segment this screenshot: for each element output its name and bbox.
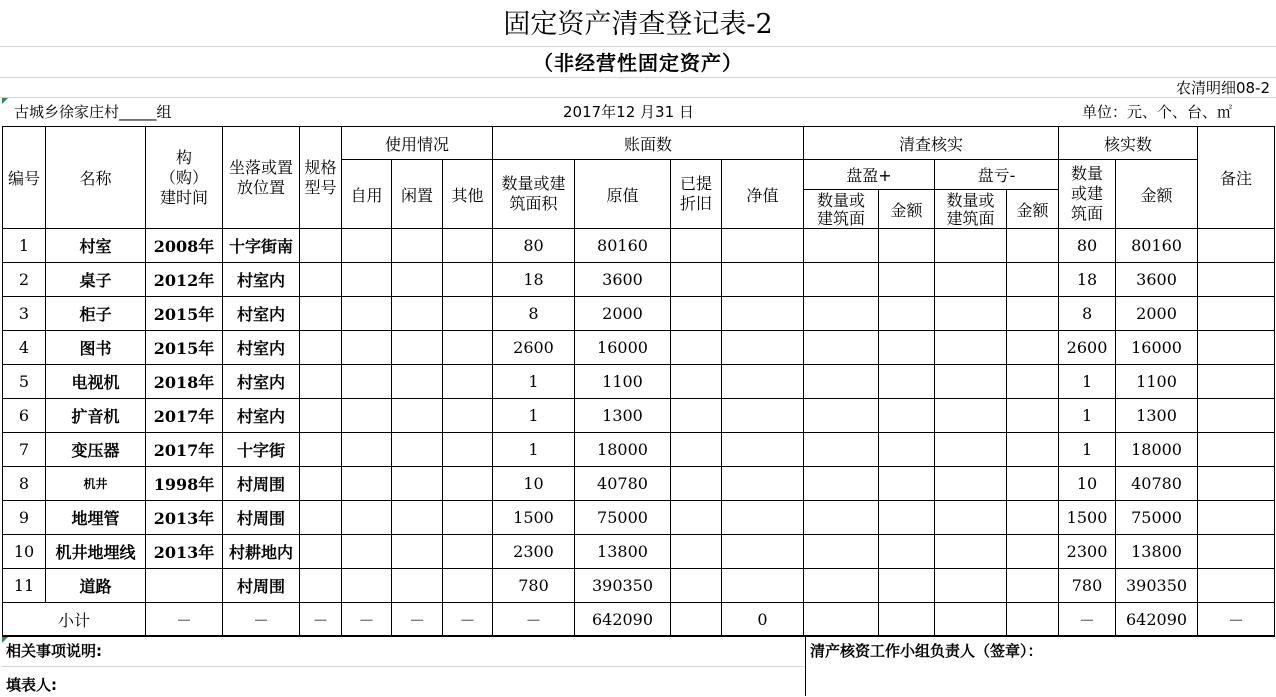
subtotal-dash: －	[146, 603, 223, 637]
row-loss-qty	[935, 229, 1007, 263]
row-name: 桌子	[46, 263, 146, 297]
row-usage-other	[443, 331, 493, 365]
row-usage-other	[443, 399, 493, 433]
row-loss-amt	[1007, 297, 1059, 331]
row-surplus-amt	[879, 331, 935, 365]
row-book-orig: 40780	[575, 467, 671, 501]
table-row	[3, 229, 1275, 263]
row-loss-qty	[935, 569, 1007, 603]
row-verified-amt: 75000	[1116, 501, 1198, 535]
row-book-qty: 1500	[493, 501, 575, 535]
row-remark	[1198, 297, 1275, 331]
row-no: 6	[3, 399, 46, 433]
row-loss-qty	[935, 297, 1007, 331]
row-build-year	[146, 569, 223, 603]
row-spec	[300, 263, 342, 297]
row-book-dep	[671, 331, 722, 365]
col-book-net: 净值	[722, 160, 804, 229]
row-book-orig: 1100	[575, 365, 671, 399]
col-book-dep: 已提折旧	[671, 160, 722, 229]
row-usage-self	[342, 229, 392, 263]
row-verified-qty: 8	[1059, 297, 1116, 331]
row-book-qty: 1	[493, 399, 575, 433]
row-loss-amt	[1007, 467, 1059, 501]
row-book-dep	[671, 569, 722, 603]
row-book-net	[722, 229, 804, 263]
row-location: 村周围	[223, 467, 300, 501]
row-location: 村室内	[223, 297, 300, 331]
row-verified-qty: 2300	[1059, 535, 1116, 569]
col-book-orig: 原值	[575, 160, 671, 229]
form-subtitle: （非经营性固定资产）	[533, 51, 743, 75]
row-surplus-qty	[804, 433, 879, 467]
row-usage-self	[342, 467, 392, 501]
subtotal-dash: －	[443, 603, 493, 637]
row-usage-idle	[392, 263, 443, 297]
col-surplus: 盘盈+	[804, 160, 935, 190]
row-remark	[1198, 433, 1275, 467]
row-loss-amt	[1007, 535, 1059, 569]
row-remark	[1198, 467, 1275, 501]
subtotal-dash: －	[1059, 603, 1116, 637]
subtotal-label: 小计	[3, 603, 146, 637]
row-no: 2	[3, 263, 46, 297]
subtotal-dash: －	[1198, 603, 1275, 637]
row-spec	[300, 433, 342, 467]
col-verified: 核实数	[1059, 127, 1198, 160]
table-row	[3, 467, 1275, 501]
row-usage-idle	[392, 297, 443, 331]
row-spec	[300, 535, 342, 569]
row-loss-amt	[1007, 331, 1059, 365]
row-book-qty: 10	[493, 467, 575, 501]
row-loss-qty	[935, 365, 1007, 399]
row-book-orig: 13800	[575, 535, 671, 569]
table-row	[3, 263, 1275, 297]
subtotal-verified-amt: 642090	[1116, 603, 1198, 637]
row-surplus-amt	[879, 433, 935, 467]
village-label: 古城乡徐家庄村_____组	[14, 103, 172, 121]
row-book-dep	[671, 263, 722, 297]
row-usage-idle	[392, 399, 443, 433]
row-usage-idle	[392, 569, 443, 603]
row-usage-self	[342, 399, 392, 433]
row-spec	[300, 569, 342, 603]
row-loss-amt	[1007, 433, 1059, 467]
table-row	[3, 501, 1275, 535]
row-verified-amt: 1300	[1116, 399, 1198, 433]
row-loss-amt	[1007, 365, 1059, 399]
filler-label: 填表人:	[6, 676, 57, 694]
row-surplus-qty	[804, 569, 879, 603]
row-usage-other	[443, 433, 493, 467]
col-usage-idle: 闲置	[392, 160, 443, 229]
row-book-qty: 1	[493, 433, 575, 467]
table-row	[3, 569, 1275, 603]
row-surplus-amt	[879, 569, 935, 603]
row-book-net	[722, 501, 804, 535]
row-verified-amt: 13800	[1116, 535, 1198, 569]
row-no: 10	[3, 535, 46, 569]
row-book-qty: 1	[493, 365, 575, 399]
unit-label: 单位：元、个、台、㎡	[1082, 103, 1233, 121]
row-book-net	[722, 263, 804, 297]
row-surplus-qty	[804, 297, 879, 331]
row-loss-qty	[935, 263, 1007, 297]
row-book-qty: 8	[493, 297, 575, 331]
row-build-year: 2018年	[146, 365, 223, 399]
row-usage-other	[443, 229, 493, 263]
subtotal-dash: －	[342, 603, 392, 637]
col-name: 名称	[46, 127, 146, 229]
row-verified-qty: 80	[1059, 229, 1116, 263]
row-verified-amt: 40780	[1116, 467, 1198, 501]
col-verified-amt: 金额	[1116, 160, 1198, 229]
col-usage: 使用情况	[342, 127, 493, 160]
subtotal-dash: －	[300, 603, 342, 637]
row-build-year: 2015年	[146, 331, 223, 365]
row-usage-other	[443, 263, 493, 297]
form-code: 农清明细08-2	[1175, 79, 1270, 97]
row-remark	[1198, 569, 1275, 603]
row-verified-qty: 18	[1059, 263, 1116, 297]
row-location: 村周围	[223, 569, 300, 603]
col-check: 清查核实	[804, 127, 1059, 160]
subtotal-dash: －	[392, 603, 443, 637]
row-book-dep	[671, 399, 722, 433]
row-build-year: 2012年	[146, 263, 223, 297]
row-book-net	[722, 569, 804, 603]
row-loss-qty	[935, 535, 1007, 569]
row-no: 7	[3, 433, 46, 467]
row-remark	[1198, 365, 1275, 399]
row-verified-qty: 1500	[1059, 501, 1116, 535]
row-verified-amt: 80160	[1116, 229, 1198, 263]
row-surplus-qty	[804, 399, 879, 433]
row-build-year: 2017年	[146, 433, 223, 467]
row-verified-qty: 780	[1059, 569, 1116, 603]
row-book-net	[722, 365, 804, 399]
row-build-year: 1998年	[146, 467, 223, 501]
row-verified-qty: 2600	[1059, 331, 1116, 365]
col-loss-amt: 金额	[1007, 190, 1059, 229]
col-loss-qty: 数量或建筑面	[946, 191, 995, 228]
report-date: 2017年12 月31 日	[563, 103, 694, 121]
col-book-qty: 数量或建筑面积	[493, 160, 575, 229]
row-usage-idle	[392, 433, 443, 467]
row-book-orig: 18000	[575, 433, 671, 467]
row-book-dep	[671, 467, 722, 501]
row-usage-self	[342, 297, 392, 331]
row-location: 村室内	[223, 365, 300, 399]
row-surplus-amt	[879, 229, 935, 263]
row-surplus-qty	[804, 263, 879, 297]
row-location: 村周围	[223, 501, 300, 535]
row-usage-idle	[392, 501, 443, 535]
row-book-net	[722, 331, 804, 365]
row-build-year: 2013年	[146, 501, 223, 535]
row-verified-amt: 390350	[1116, 569, 1198, 603]
row-build-year: 2015年	[146, 297, 223, 331]
subtotal-net: 0	[722, 603, 804, 637]
table-row	[3, 399, 1275, 433]
col-usage-other: 其他	[443, 160, 493, 229]
row-name: 机井	[46, 467, 146, 501]
row-no: 8	[3, 467, 46, 501]
responsible-label: 清产核资工作小组负责人（签章）：	[810, 642, 1043, 660]
row-location: 村耕地内	[223, 535, 300, 569]
row-surplus-amt	[879, 297, 935, 331]
row-spec	[300, 467, 342, 501]
row-verified-amt: 16000	[1116, 331, 1198, 365]
col-no: 编号	[3, 127, 46, 229]
row-usage-idle	[392, 535, 443, 569]
row-usage-self	[342, 365, 392, 399]
row-name: 村室	[46, 229, 146, 263]
row-loss-amt	[1007, 263, 1059, 297]
row-usage-other	[443, 535, 493, 569]
row-surplus-qty	[804, 535, 879, 569]
row-usage-idle	[392, 467, 443, 501]
row-remark	[1198, 399, 1275, 433]
row-spec	[300, 331, 342, 365]
row-no: 5	[3, 365, 46, 399]
asset-table	[2, 126, 1275, 637]
row-usage-self	[342, 331, 392, 365]
row-usage-idle	[392, 365, 443, 399]
table-row	[3, 297, 1275, 331]
row-loss-amt	[1007, 569, 1059, 603]
row-surplus-amt	[879, 263, 935, 297]
col-usage-self: 自用	[342, 160, 392, 229]
row-build-year: 2013年	[146, 535, 223, 569]
row-spec	[300, 399, 342, 433]
row-usage-other	[443, 501, 493, 535]
row-book-orig: 1300	[575, 399, 671, 433]
row-book-dep	[671, 229, 722, 263]
row-loss-amt	[1007, 229, 1059, 263]
row-verified-amt: 18000	[1116, 433, 1198, 467]
row-surplus-qty	[804, 365, 879, 399]
col-book: 账面数	[493, 127, 804, 160]
row-book-qty: 80	[493, 229, 575, 263]
row-surplus-amt	[879, 535, 935, 569]
row-name: 道路	[46, 569, 146, 603]
subtotal-dep	[671, 603, 722, 637]
row-remark	[1198, 229, 1275, 263]
row-remark	[1198, 263, 1275, 297]
row-book-orig: 80160	[575, 229, 671, 263]
row-name: 扩音机	[46, 399, 146, 433]
row-surplus-qty	[804, 467, 879, 501]
row-usage-other	[443, 365, 493, 399]
row-name: 机井地埋线	[46, 535, 146, 569]
row-verified-qty: 1	[1059, 365, 1116, 399]
row-loss-qty	[935, 501, 1007, 535]
row-verified-amt: 2000	[1116, 297, 1198, 331]
col-spec: 规格型号	[300, 127, 342, 229]
col-loss: 盘亏-	[935, 160, 1059, 190]
row-spec	[300, 365, 342, 399]
row-spec	[300, 501, 342, 535]
row-loss-amt	[1007, 501, 1059, 535]
row-book-net	[722, 535, 804, 569]
row-book-dep	[671, 297, 722, 331]
row-location: 十字街南	[223, 229, 300, 263]
row-verified-qty: 1	[1059, 399, 1116, 433]
row-usage-idle	[392, 229, 443, 263]
row-book-dep	[671, 365, 722, 399]
row-location: 村室内	[223, 263, 300, 297]
row-book-net	[722, 399, 804, 433]
col-surplus-qty: 数量或建筑面	[817, 191, 866, 228]
row-location: 村室内	[223, 331, 300, 365]
row-book-qty: 780	[493, 569, 575, 603]
row-location: 村室内	[223, 399, 300, 433]
subtotal-orig: 642090	[575, 603, 671, 637]
row-book-dep	[671, 535, 722, 569]
row-spec	[300, 229, 342, 263]
row-no: 9	[3, 501, 46, 535]
row-no: 3	[3, 297, 46, 331]
form-title: 固定资产清查登记表-2	[503, 9, 773, 40]
subtotal-row	[3, 603, 1275, 637]
row-book-orig: 75000	[575, 501, 671, 535]
col-build-time: 构（购）建时间	[146, 127, 223, 229]
table-row	[3, 365, 1275, 399]
row-book-qty: 2600	[493, 331, 575, 365]
row-surplus-qty	[804, 501, 879, 535]
row-surplus-amt	[879, 467, 935, 501]
row-usage-other	[443, 467, 493, 501]
row-verified-qty: 10	[1059, 467, 1116, 501]
subtotal-dash: －	[223, 603, 300, 637]
row-surplus-amt	[879, 399, 935, 433]
row-verified-qty: 1	[1059, 433, 1116, 467]
row-surplus-qty	[804, 229, 879, 263]
row-loss-qty	[935, 399, 1007, 433]
row-spec	[300, 297, 342, 331]
row-usage-self	[342, 501, 392, 535]
row-name: 变压器	[46, 433, 146, 467]
row-usage-self	[342, 433, 392, 467]
row-no: 1	[3, 229, 46, 263]
row-verified-amt: 1100	[1116, 365, 1198, 399]
col-surplus-amt: 金额	[879, 190, 935, 229]
row-book-orig: 2000	[575, 297, 671, 331]
row-remark	[1198, 501, 1275, 535]
row-book-orig: 3600	[575, 263, 671, 297]
row-remark	[1198, 331, 1275, 365]
row-loss-qty	[935, 467, 1007, 501]
row-no: 11	[3, 569, 46, 603]
row-remark	[1198, 535, 1275, 569]
row-book-dep	[671, 433, 722, 467]
col-verified-qty: 数量或建筑面	[1059, 160, 1116, 229]
row-build-year: 2017年	[146, 399, 223, 433]
row-name: 地埋管	[46, 501, 146, 535]
row-surplus-amt	[879, 365, 935, 399]
table-row	[3, 331, 1275, 365]
row-book-net	[722, 467, 804, 501]
row-loss-amt	[1007, 399, 1059, 433]
row-name: 柜子	[46, 297, 146, 331]
row-location: 十字街	[223, 433, 300, 467]
table-row	[3, 433, 1275, 467]
row-usage-self	[342, 535, 392, 569]
col-remark: 备注	[1198, 127, 1275, 229]
row-surplus-amt	[879, 501, 935, 535]
row-usage-self	[342, 569, 392, 603]
row-loss-qty	[935, 433, 1007, 467]
row-build-year: 2008年	[146, 229, 223, 263]
notes-label: 相关事项说明:	[6, 642, 102, 660]
row-book-qty: 2300	[493, 535, 575, 569]
footer-area	[2, 635, 1274, 696]
subtotal-dash: －	[493, 603, 575, 637]
row-loss-qty	[935, 331, 1007, 365]
col-location: 坐落或置放位置	[223, 127, 300, 229]
row-book-net	[722, 433, 804, 467]
row-book-net	[722, 297, 804, 331]
row-book-orig: 390350	[575, 569, 671, 603]
row-book-qty: 18	[493, 263, 575, 297]
row-verified-amt: 3600	[1116, 263, 1198, 297]
row-name: 电视机	[46, 365, 146, 399]
row-book-dep	[671, 501, 722, 535]
row-book-orig: 16000	[575, 331, 671, 365]
row-no: 4	[3, 331, 46, 365]
row-usage-other	[443, 569, 493, 603]
row-usage-self	[342, 263, 392, 297]
row-usage-other	[443, 297, 493, 331]
table-row	[3, 535, 1275, 569]
row-usage-idle	[392, 331, 443, 365]
cell-marker-icon	[2, 98, 8, 104]
row-surplus-qty	[804, 331, 879, 365]
row-name: 图书	[46, 331, 146, 365]
